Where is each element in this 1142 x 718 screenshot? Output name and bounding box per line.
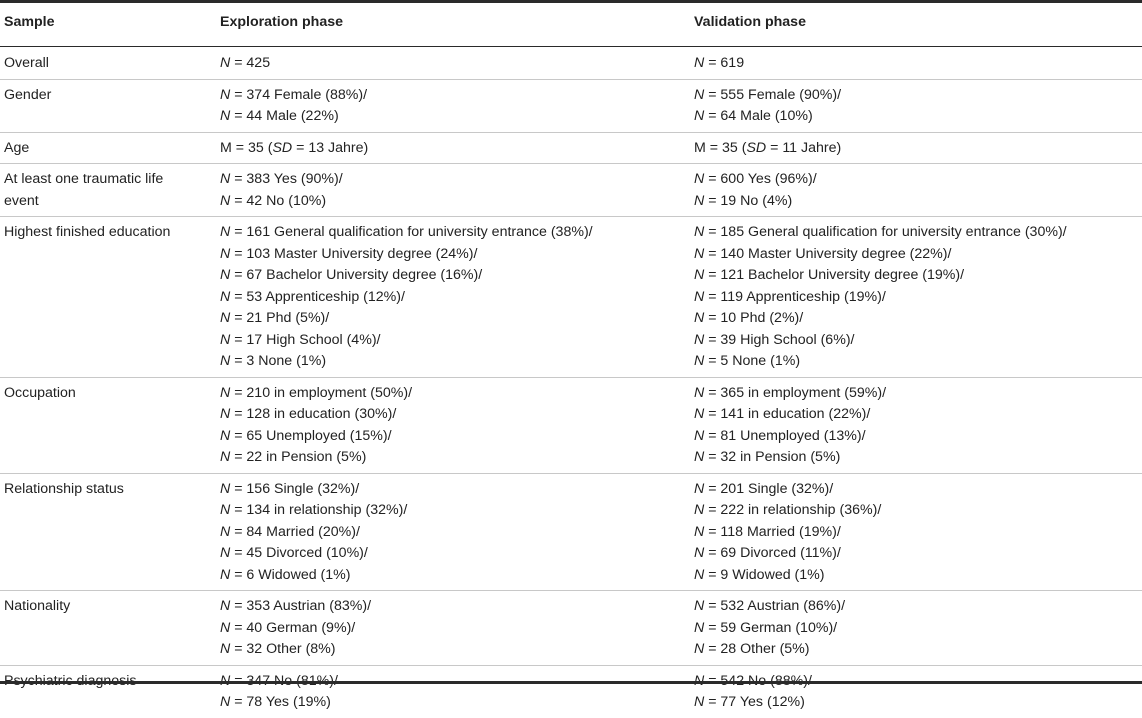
value-text: = 10 Phd (2%)/ xyxy=(704,310,804,326)
table-row xyxy=(0,48,1142,79)
validation-cell-line xyxy=(694,447,886,469)
validation-cell xyxy=(694,169,817,212)
statistic-symbol: N xyxy=(220,427,231,444)
statistic-symbol: N xyxy=(220,619,231,636)
validation-cell-line xyxy=(694,169,817,191)
value-text: = 5 None (1%) xyxy=(704,353,801,369)
row-label-line: event xyxy=(4,192,39,209)
statistic-symbol: N xyxy=(694,310,705,326)
statistic-symbol: SD xyxy=(272,139,293,156)
statistic-symbol: N xyxy=(694,384,705,401)
value-text: = 128 in education (30%)/ xyxy=(230,406,397,422)
statistic-symbol: N xyxy=(694,598,705,614)
value-text: = 383 Yes (90%)/ xyxy=(230,171,343,187)
exploration-cell-line xyxy=(220,191,343,213)
value-prefix: M = 35 ( xyxy=(220,139,273,156)
value-text: = 11 Jahre) xyxy=(766,139,842,156)
exploration-cell-line xyxy=(220,543,407,565)
validation-cell-line xyxy=(694,106,841,128)
validation-cell-line xyxy=(694,244,1067,266)
row-label xyxy=(4,169,163,212)
statistic-symbol: N xyxy=(694,619,705,636)
validation-cell-line xyxy=(694,287,1067,309)
statistic-symbol: N xyxy=(220,288,231,305)
exploration-cell-line xyxy=(220,383,412,405)
value-text: = 555 Female (90%)/ xyxy=(704,86,842,103)
exploration-cell xyxy=(220,671,338,714)
exploration-cell-line xyxy=(220,426,412,448)
value-text: = 222 in relationship (36%)/ xyxy=(704,502,882,518)
statistic-symbol: N xyxy=(220,86,231,103)
value-text: = 185 General qualification for university entrance (30%)/ xyxy=(704,224,1067,240)
validation-cell-line xyxy=(694,565,881,587)
table-bottom-rule xyxy=(0,681,1142,684)
value-text: = 210 in employment (50%)/ xyxy=(230,384,413,401)
value-text: = 6 Widowed (1%) xyxy=(230,566,351,583)
value-text: = 141 in education (22%)/ xyxy=(704,406,871,422)
statistic-symbol: N xyxy=(220,384,231,401)
value-text: = 22 in Pension (5%) xyxy=(230,449,367,465)
statistic-symbol: N xyxy=(220,694,231,710)
header-sample: Sample xyxy=(4,14,55,30)
validation-cell-line xyxy=(694,330,1067,352)
value-text: = 40 German (9%)/ xyxy=(230,619,356,636)
validation-cell-line xyxy=(694,404,886,426)
exploration-cell xyxy=(220,53,270,75)
header-validation-phase: Validation phase xyxy=(694,14,806,30)
value-text: = 84 Married (20%)/ xyxy=(230,523,360,540)
validation-cell-line xyxy=(694,639,845,661)
validation-cell-line xyxy=(694,596,845,618)
value-text: = 425 xyxy=(230,55,271,71)
value-text: = 121 Bachelor University degree (19%)/ xyxy=(704,267,965,283)
statistic-symbol: N xyxy=(220,598,231,614)
statistic-symbol: N xyxy=(694,641,705,657)
validation-cell-line xyxy=(694,85,841,107)
exploration-cell-line xyxy=(220,169,343,191)
validation-cell xyxy=(694,383,886,469)
statistic-symbol: N xyxy=(220,406,231,422)
statistic-symbol: N xyxy=(220,108,231,124)
exploration-cell xyxy=(220,169,343,212)
statistic-symbol: N xyxy=(220,224,231,240)
row-label xyxy=(4,138,29,160)
value-text: = 532 Austrian (86%)/ xyxy=(704,598,846,614)
table-row xyxy=(0,133,1142,164)
statistic-symbol: N xyxy=(220,545,231,561)
statistic-symbol: N xyxy=(694,108,705,124)
statistic-symbol: N xyxy=(694,427,705,444)
row-label-line: Nationality xyxy=(4,598,71,614)
statistic-symbol: N xyxy=(694,353,705,369)
value-text: = 21 Phd (5%)/ xyxy=(230,310,330,326)
exploration-cell-line xyxy=(220,222,593,244)
table-row xyxy=(0,591,1142,665)
value-text: = 44 Male (22%) xyxy=(230,108,339,124)
statistic-symbol: N xyxy=(220,449,231,465)
exploration-cell-line xyxy=(220,596,371,618)
value-text: = 134 in relationship (32%)/ xyxy=(230,502,408,518)
validation-cell-line xyxy=(694,500,881,522)
statistic-symbol: N xyxy=(694,224,705,240)
value-text: = 156 Single (32%)/ xyxy=(230,480,360,497)
validation-cell-line xyxy=(694,618,845,640)
statistic-symbol: N xyxy=(694,523,705,540)
statistic-symbol: N xyxy=(694,480,705,497)
value-text: = 619 xyxy=(704,55,745,71)
value-text: = 53 Apprenticeship (12%)/ xyxy=(230,288,405,305)
value-text: = 374 Female (88%)/ xyxy=(230,86,368,103)
exploration-cell-line xyxy=(220,85,367,107)
statistic-symbol: N xyxy=(694,55,705,71)
row-label xyxy=(4,53,49,75)
exploration-cell-line xyxy=(220,639,371,661)
row-label xyxy=(4,596,70,618)
value-text: = 365 in employment (59%)/ xyxy=(704,384,887,401)
value-text: = 118 Married (19%)/ xyxy=(704,523,841,540)
statistic-symbol: N xyxy=(694,86,705,103)
row-label xyxy=(4,85,51,107)
statistic-symbol: N xyxy=(220,245,231,262)
exploration-cell xyxy=(220,222,593,373)
exploration-cell-line xyxy=(220,447,412,469)
statistic-symbol: N xyxy=(220,267,231,283)
validation-cell-line xyxy=(694,692,812,714)
value-text: = 64 Male (10%) xyxy=(704,108,813,124)
exploration-cell-line xyxy=(220,479,407,501)
row-label-line: Highest finished education xyxy=(4,224,171,240)
value-text: = 59 German (10%)/ xyxy=(704,619,838,636)
exploration-cell-line xyxy=(220,522,407,544)
row-label-line: Occupation xyxy=(4,384,76,401)
statistic-symbol: N xyxy=(694,545,705,561)
validation-cell-line xyxy=(694,522,881,544)
statistic-symbol: SD xyxy=(746,139,767,156)
value-prefix: M = 35 ( xyxy=(694,139,747,156)
validation-cell-line xyxy=(694,265,1067,287)
value-text: = 39 High School (6%)/ xyxy=(704,331,855,348)
value-text: = 19 No (4%) xyxy=(704,192,793,209)
table-header-row xyxy=(0,14,1142,36)
value-text: = 119 Apprenticeship (19%)/ xyxy=(704,288,886,305)
exploration-cell-line xyxy=(220,404,412,426)
statistic-symbol: N xyxy=(220,353,231,369)
row-label-line: Relationship status xyxy=(4,480,124,497)
statistic-symbol: N xyxy=(220,523,231,540)
statistic-symbol: N xyxy=(220,502,231,518)
value-text: = 161 General qualification for university entrance (38%)/ xyxy=(230,224,593,240)
statistic-symbol: N xyxy=(694,288,705,305)
statistic-symbol: N xyxy=(694,171,705,187)
statistic-symbol: N xyxy=(220,331,231,348)
exploration-cell-line xyxy=(220,351,593,373)
validation-cell xyxy=(694,479,881,587)
statistic-symbol: N xyxy=(220,171,231,187)
value-text: = 9 Widowed (1%) xyxy=(704,566,825,583)
value-text: = 140 Master University degree (22%)/ xyxy=(704,245,952,262)
row-label-line: Gender xyxy=(4,86,52,103)
row-label-line: Age xyxy=(4,139,30,156)
exploration-cell-line xyxy=(220,287,593,309)
value-text: = 17 High School (4%)/ xyxy=(230,331,381,348)
table-header-rule xyxy=(0,46,1142,47)
validation-cell xyxy=(694,222,1067,373)
exploration-cell xyxy=(220,138,368,160)
value-text: = 201 Single (32%)/ xyxy=(704,480,834,497)
statistic-symbol: N xyxy=(220,55,231,71)
validation-cell xyxy=(694,596,845,661)
exploration-cell-line xyxy=(220,265,593,287)
statistic-symbol: N xyxy=(694,566,705,583)
exploration-cell-line xyxy=(220,500,407,522)
row-label xyxy=(4,479,124,501)
row-label-line: Overall xyxy=(4,55,49,71)
statistic-symbol: N xyxy=(694,331,705,348)
validation-cell xyxy=(694,138,841,160)
table-row xyxy=(0,164,1142,216)
row-label-line: At least one traumatic life xyxy=(4,171,164,187)
exploration-cell-line xyxy=(220,53,270,75)
validation-cell-line xyxy=(694,543,881,565)
exploration-cell xyxy=(220,85,367,128)
statistic-symbol: N xyxy=(694,406,705,422)
value-text: = 77 Yes (12%) xyxy=(704,694,805,710)
value-text: = 81 Unemployed (13%)/ xyxy=(704,427,866,444)
table-row xyxy=(0,666,1142,718)
exploration-cell-line xyxy=(220,106,367,128)
value-text: = 103 Master University degree (24%)/ xyxy=(230,245,478,262)
value-text: = 69 Divorced (11%)/ xyxy=(704,545,841,561)
statistic-symbol: N xyxy=(694,192,705,209)
value-text: = 32 in Pension (5%) xyxy=(704,449,841,465)
validation-cell-line xyxy=(694,53,744,75)
table-row xyxy=(0,217,1142,377)
exploration-cell-line xyxy=(220,330,593,352)
exploration-cell-line xyxy=(220,565,407,587)
value-text: = 42 No (10%) xyxy=(230,192,327,209)
exploration-cell xyxy=(220,479,407,587)
validation-cell-line xyxy=(694,191,817,213)
value-text: = 28 Other (5%) xyxy=(704,641,810,657)
header-exploration-phase: Exploration phase xyxy=(220,14,343,30)
statistic-symbol: N xyxy=(220,566,231,583)
statistic-symbol: N xyxy=(220,310,231,326)
value-text: = 13 Jahre) xyxy=(292,139,369,156)
table-top-rule xyxy=(0,0,1142,3)
statistic-symbol: N xyxy=(220,192,231,209)
table-row xyxy=(0,378,1142,473)
value-text: = 32 Other (8%) xyxy=(230,641,336,657)
value-text: = 3 None (1%) xyxy=(230,353,327,369)
exploration-cell-line xyxy=(220,692,338,714)
validation-cell-line xyxy=(694,351,1067,373)
validation-cell-line xyxy=(694,383,886,405)
exploration-cell-line xyxy=(220,618,371,640)
validation-cell-line xyxy=(694,222,1067,244)
value-text: = 600 Yes (96%)/ xyxy=(704,171,817,187)
validation-cell xyxy=(694,85,841,128)
exploration-cell-line xyxy=(220,138,368,160)
table-row xyxy=(0,474,1142,591)
value-text: = 65 Unemployed (15%)/ xyxy=(230,427,392,444)
exploration-cell xyxy=(220,383,412,469)
statistic-symbol: N xyxy=(694,245,705,262)
exploration-cell-line xyxy=(220,308,593,330)
statistic-symbol: N xyxy=(694,267,705,283)
statistic-symbol: N xyxy=(694,502,705,518)
value-text: = 67 Bachelor University degree (16%)/ xyxy=(230,267,483,283)
validation-cell-line xyxy=(694,138,841,160)
statistic-symbol: N xyxy=(694,694,705,710)
statistic-symbol: N xyxy=(694,449,705,465)
validation-cell xyxy=(694,671,812,714)
value-text: = 353 Austrian (83%)/ xyxy=(230,598,372,614)
value-text: = 45 Divorced (10%)/ xyxy=(230,545,368,561)
exploration-cell-line xyxy=(220,244,593,266)
statistic-symbol: N xyxy=(220,480,231,497)
table-row xyxy=(0,80,1142,132)
validation-cell xyxy=(694,53,744,75)
value-text: = 78 Yes (19%) xyxy=(230,694,331,710)
validation-cell-line xyxy=(694,426,886,448)
validation-cell-line xyxy=(694,479,881,501)
exploration-cell xyxy=(220,596,371,661)
row-label xyxy=(4,383,76,405)
validation-cell-line xyxy=(694,308,1067,330)
row-label xyxy=(4,222,170,244)
statistic-symbol: N xyxy=(220,641,231,657)
